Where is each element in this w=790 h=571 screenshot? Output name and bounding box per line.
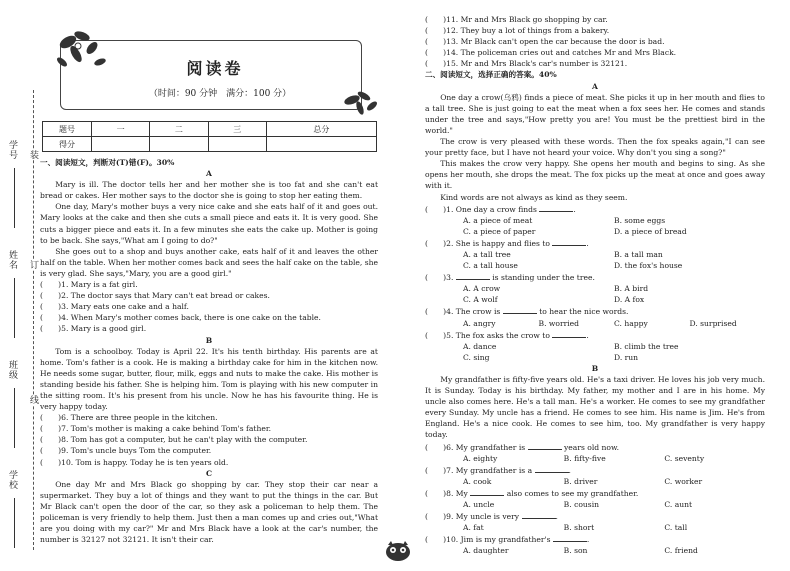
exam-subtitle: （时间：90 分钟 满分：100 分） (148, 89, 292, 99)
mascot-icon (384, 540, 412, 562)
option[interactable]: B. short (563, 523, 595, 533)
option[interactable]: C. friend (664, 546, 698, 556)
question-text: ( )9. My uncle is very (425, 512, 520, 522)
question-item[interactable]: ( )9. Tom's uncle buys Tom the computer. (40, 446, 212, 456)
options-row (425, 318, 765, 329)
answer-blank[interactable] (528, 441, 562, 450)
option[interactable]: B. fifty-five (563, 453, 606, 463)
gutter-zhuang: 装 (28, 150, 38, 160)
mc-question[interactable] (425, 237, 765, 249)
option[interactable]: C. sing (463, 352, 490, 362)
mc-question[interactable] (425, 305, 765, 317)
mc-question[interactable] (425, 203, 765, 215)
option[interactable]: D. A fox (614, 295, 645, 305)
option[interactable]: A. dance (463, 341, 497, 351)
question-item[interactable]: ( )3. Mary eats one cake and a half. (40, 302, 189, 312)
score-cell: 得分 (43, 137, 92, 152)
option[interactable]: B. driver (563, 476, 598, 486)
score-input-cell[interactable] (92, 137, 150, 152)
passage-paragraph: My grandfather is fifty-five years old. He's a taxi driver. He loves his job very much. It is Sunday. Today is his birthday. My father, my mother and I are in his home. My uncle also comes here. He's a tall man. He's a worker. He comes to see my grandfather every Sunday. My uncle has a friend. He comes to see him. His name is Jim. He's from England. He's a nice cook. He comes to see him, too. My grandfather is very happy today. (425, 375, 765, 440)
gutter-id-blank (14, 168, 15, 228)
mc-question[interactable] (425, 271, 765, 283)
option[interactable]: A. a piece of meat (463, 215, 533, 225)
options-row (425, 215, 765, 226)
question-text: ( )3. (425, 273, 454, 283)
option[interactable]: A. angry (463, 318, 496, 328)
score-cell: 题号 (43, 122, 92, 137)
options-row (425, 453, 765, 464)
option[interactable]: C. a tall house (463, 261, 518, 271)
question-item[interactable]: ( )1. Mary is a fat girl. (40, 280, 138, 290)
options-row (425, 341, 765, 352)
passage-paragraph: She goes out to a shop and buys another cake, eats half of it and leaves the other half on the table. When her mother comes back and sees the half cake on the table, she is very glad. She says,"Mary, you are a good girl." (40, 246, 378, 278)
passage-label: C (205, 468, 213, 478)
exam-title: 阅读卷 (186, 59, 244, 78)
passage-paragraph: One day a crow(乌鸦) finds a piece of meat. She picks it up in her mouth and flies to a tall tree. She is just going to eat the meat when a fox sees her. He comes and stands under the tree and says,"How pretty you are! You must be the prettiest bird in the world." (425, 92, 765, 135)
question-item[interactable]: ( )14. The policeman cries out and catches Mr and Mrs Black. (425, 48, 677, 58)
passage-label: B (205, 335, 213, 345)
options-row (425, 260, 765, 271)
question-text: ( )8. My (425, 488, 468, 498)
right-column (425, 14, 765, 557)
option[interactable]: C. a piece of paper (463, 226, 536, 236)
option[interactable]: D. a piece of bread (614, 226, 687, 236)
score-cell: 二 (150, 122, 208, 137)
question-item[interactable]: ( )6. There are three people in the kitchen. (40, 413, 218, 423)
score-table-score-row (43, 137, 377, 152)
options-row (425, 545, 765, 556)
option[interactable]: A. A crow (463, 284, 501, 294)
gutter-ding: 订 (28, 260, 38, 270)
answer-blank[interactable] (552, 237, 589, 248)
mc-question[interactable] (425, 329, 765, 341)
passage-paragraph: One day, Mary's mother buys a very nice cake and she eats half of it and goes out. Mary looks at the cake and then she cuts a small piece and eats it. It is very good. She cuts a bigger piece and eats it. In a few minutes she eats the cake up. Mother is going to be back. She says,"What am I going to do?" (40, 202, 378, 245)
option[interactable]: B. climb the tree (614, 341, 679, 351)
passage-label: B (591, 363, 599, 373)
answer-blank[interactable] (539, 203, 576, 214)
question-item[interactable]: ( )15. Mr and Mrs Black's car's number is 32121. (425, 59, 628, 69)
question-text: . (586, 238, 589, 248)
passage-paragraph: The crow is very pleased with these words. Then the fox speaks again,"I can see your pretty face, but I have not heard your voice. Why don't you sing a song?" (425, 137, 765, 158)
question-text: also comes to see my grandfather. (506, 488, 639, 498)
question-text: is standing under the tree. (492, 273, 595, 283)
passage-label: A (206, 169, 212, 179)
question-item[interactable]: ( )5. Mary is a good girl. (40, 324, 147, 334)
score-cell: 总分 (266, 122, 376, 137)
answer-blank[interactable] (522, 510, 558, 522)
option[interactable]: D. the fox's house (614, 261, 683, 271)
passage-paragraph: This makes the crow very happy. She opens her mouth and begins to sing. As she opens her mouth, she drops the meat. The fox picks up the meat at once and goes away with it. (425, 159, 765, 191)
question-item[interactable]: ( )8. Tom has got a computer, but he can't play with the computer. (40, 435, 308, 445)
question-text: ( )7. My grandfather is a (425, 465, 533, 475)
gutter-id-label: 学号 (7, 140, 17, 160)
options-row (425, 476, 765, 487)
mc-question[interactable] (425, 510, 765, 522)
passage-paragraph: Kind words are not always as kind as they seem. (440, 192, 628, 202)
question-text: . (586, 535, 590, 545)
score-table-header-row (43, 122, 377, 137)
passage-paragraph: Tom is a schoolboy. Today is April 22. It's his tenth birthday. His parents are at home. Tom's father is a cook. He is making a birthday cake for him in the kitchen now. He needs some sugar, butter, flour, milk, eggs and nuts to make the cake. His mother is standing beside his father. She is helping him. Tom is playing with his new computer in the sitting room. It's his present from his uncle. Now he has his favourite thing. He is very happy today. (40, 346, 378, 412)
gutter-class-label: 班级 (7, 360, 17, 380)
question-text: . (555, 512, 558, 522)
passage-paragraph: Mary is ill. The doctor tells her and her mother she is too fat and she can't eat bread or cakes. Her mother says to the doctor she is going to stop her eating them. (40, 180, 378, 201)
option[interactable]: A. uncle (463, 500, 495, 510)
gutter-name-label: 姓名 (7, 250, 17, 270)
question-item[interactable]: ( )2. The doctor says that Mary can't eat bread or cakes. (40, 291, 270, 301)
section1-heading: 一、阅读短文，判断对(T)错(F)。30% (40, 158, 175, 167)
score-input-cell[interactable] (266, 137, 376, 152)
answer-blank[interactable] (456, 271, 490, 280)
question-item[interactable]: ( )10. Tom is happy. Today he is ten years old. (40, 457, 229, 467)
option[interactable]: A. daughter (463, 546, 509, 556)
option[interactable]: C. aunt (664, 500, 693, 510)
option[interactable]: C. happy (614, 318, 648, 328)
option[interactable]: B. cousin (563, 500, 600, 510)
score-table (42, 121, 377, 152)
options-row (425, 226, 765, 237)
answer-blank[interactable] (553, 533, 590, 545)
flower-decoration-right (334, 84, 384, 120)
question-text: . (568, 465, 571, 475)
option[interactable]: A. cook (463, 476, 492, 486)
gutter-class-blank (14, 388, 15, 448)
score-cell: 三 (208, 122, 266, 137)
option[interactable]: B. a tall man (614, 249, 663, 259)
score-input-cell[interactable] (208, 137, 266, 152)
options-row (425, 499, 765, 510)
mc-question[interactable] (425, 464, 765, 476)
option[interactable]: B. son (563, 546, 588, 556)
option[interactable]: B. A bird (614, 284, 649, 294)
options-row (425, 294, 765, 305)
answer-blank[interactable] (535, 464, 569, 473)
option[interactable]: C. seventy (664, 453, 705, 463)
score-cell: 一 (92, 122, 150, 137)
question-text: . (586, 330, 589, 340)
options-row (425, 249, 765, 260)
option[interactable]: C. worker (664, 476, 703, 486)
option[interactable]: C. A wolf (463, 295, 498, 305)
question-text: ( )4. The crow is (425, 307, 501, 317)
section2-heading: 二、阅读短文，选择正确的答案。40% (425, 70, 557, 80)
question-item[interactable]: ( )13. Mr Black can't open the car because the door is bad. (425, 37, 665, 47)
options-row (425, 283, 765, 294)
question-item[interactable]: ( )7. Tom's mother is making a cake behind Tom's father. (40, 424, 272, 434)
option[interactable]: C. tall (664, 523, 688, 533)
option[interactable]: A. fat (463, 523, 484, 533)
option[interactable]: B. some eggs (614, 215, 666, 225)
option[interactable]: D. run (614, 352, 639, 362)
question-text: ( )1. One day a crow finds (425, 204, 537, 214)
option[interactable]: D. surprised (689, 318, 737, 328)
question-text: ( )5. The fox asks the crow to (425, 330, 550, 340)
question-text: ( )6. My grandfather is (425, 442, 526, 452)
flower-decoration-left (48, 22, 118, 82)
mc-question[interactable] (425, 533, 765, 545)
question-text: years old now. (564, 442, 620, 452)
question-item[interactable]: ( )11. Mr and Mrs Black go shopping by car. (425, 15, 608, 24)
left-column (40, 157, 378, 545)
answer-blank[interactable] (470, 487, 504, 496)
gutter-school-label: 学校 (7, 470, 17, 490)
options-row (425, 352, 765, 363)
passage-label: A (592, 81, 598, 91)
answer-blank[interactable] (503, 305, 537, 314)
gutter-school-blank (14, 498, 15, 548)
option[interactable]: A. eighty (463, 453, 498, 463)
gutter-xian: 线 (28, 395, 38, 405)
answer-blank[interactable] (552, 329, 589, 340)
question-item[interactable]: ( )12. They buy a lot of things from a bakery. (425, 26, 610, 36)
question-text: . (573, 204, 576, 214)
options-row (425, 522, 765, 533)
score-input-cell[interactable] (150, 137, 208, 152)
question-text: ( )10. Jim is my grandfather's (425, 535, 551, 545)
question-text: ( )2. She is happy and flies to (425, 238, 550, 248)
question-item[interactable]: ( )4. When Mary's mother comes back, there is one cake on the table. (40, 313, 321, 323)
option[interactable]: A. a tall tree (463, 249, 511, 259)
question-text: to hear the nice words. (539, 307, 629, 317)
gutter-name-blank (14, 278, 15, 338)
passage-paragraph: One day Mr and Mrs Black go shopping by car. They stop their car near a supermarket. They buy a lot of things and they want to put the things in the car. But Mr Black can't open the door of the car, so they ask a policeman to help them. The policeman is very friendly to help them. Just then a man comes up and cries out,"What are you doing with my car?" Mr and Mrs Black have a look at the car's number, the number is 32127 not 32121. It isn't their car. (40, 479, 378, 545)
mc-question[interactable] (425, 441, 765, 453)
mc-question[interactable] (425, 487, 765, 499)
option[interactable]: B. worried (538, 318, 580, 328)
